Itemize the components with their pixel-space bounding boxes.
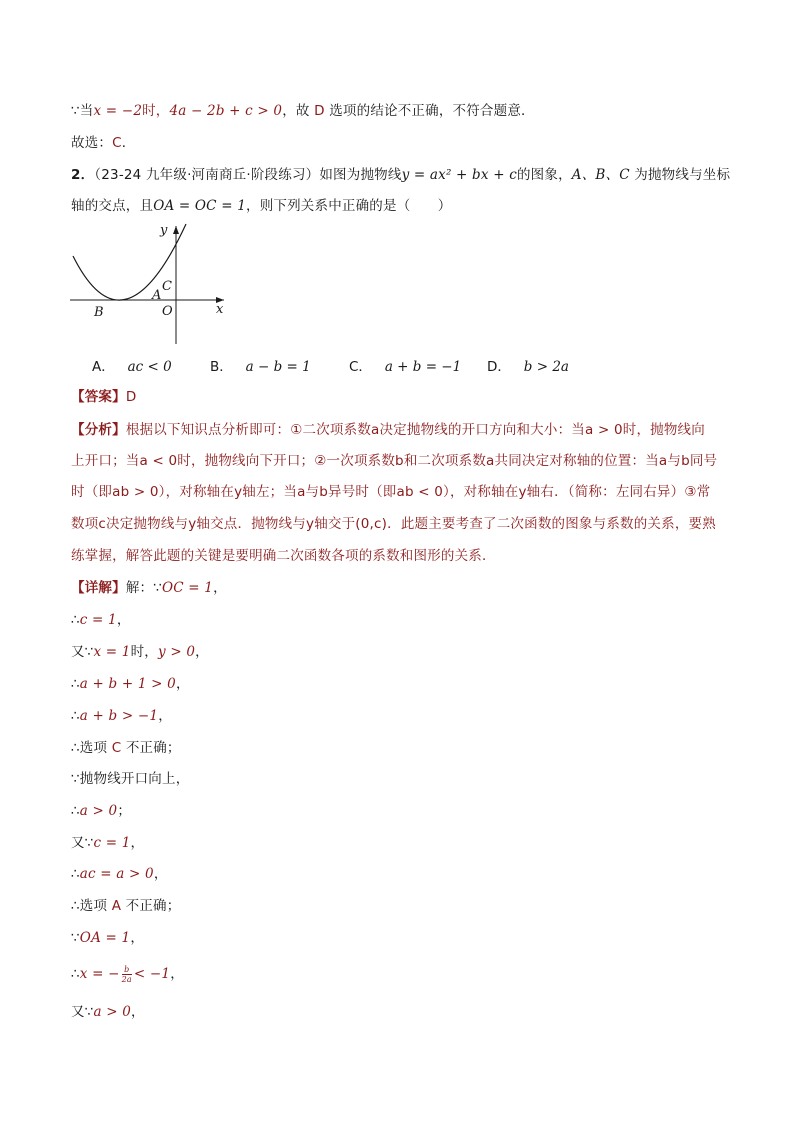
detail-line: ∴a + b > −1，	[71, 708, 172, 724]
detail-line: 又∵c = 1，	[71, 835, 145, 851]
question-stem-line-2: 轴的交点，且OA = OC = 1，则下列关系中正确的是（ ）	[71, 198, 452, 214]
detail-line: ∴a + b + 1 > 0，	[71, 676, 190, 692]
detail-line: 又∵x = 1时，y > 0，	[71, 644, 209, 660]
label-c: C	[162, 279, 172, 294]
detail-line: ∵抛物线开口向上，	[71, 771, 190, 787]
option-a: A． ac < 0	[92, 359, 172, 375]
option-b: B． a − b = 1	[210, 359, 311, 375]
label-y: y	[160, 223, 168, 238]
analysis-line: 练掌握，解答此题的关键是要明确二次函数各项的系数和图形的关系．	[71, 548, 496, 564]
label-b: B	[94, 305, 104, 320]
option-d: D． b > 2a	[487, 359, 569, 375]
detail-line: ∴c = 1，	[71, 612, 131, 628]
fraction-b-over-2a: $\frac{b}{2a}$	[121, 964, 132, 984]
detail-line: ∴选项 C 不正确；	[71, 740, 181, 756]
label-a: A	[152, 288, 162, 303]
detail-line: ∴ac = a > 0，	[71, 866, 168, 882]
detail-line: 又∵a > 0，	[71, 1004, 145, 1020]
text-line: 故选：C．	[71, 135, 136, 151]
analysis-line: 数项c决定抛物线与y轴交点．抛物线与y轴交于(0,c)．此题主要考查了二次函数的图象与系数的关系，要熟	[71, 516, 716, 532]
label-x: x	[216, 302, 224, 317]
y-axis-arrow	[173, 226, 179, 234]
detail-line: 【详解】解：∵OC = 1，	[71, 580, 227, 596]
analysis-line: 上开口；当a < 0时，抛物线向下开口；②一次项系数b和二次项系数a共同决定对称轴的位置：当a与b同号	[71, 453, 718, 469]
detail-line: ∴x = − $\frac{b}{2a}$ < −1，	[71, 964, 184, 984]
detail-line: ∴a > 0；	[71, 803, 132, 819]
detail-line: ∴选项 A 不正确；	[71, 898, 181, 914]
answer-line: 【答案】D	[71, 389, 137, 405]
question-stem-line-1: 2．（23-24 九年级·河南商丘·阶段练习）如图为抛物线y = ax² + bx + c的图象，A、B、C 为抛物线与坐标	[71, 167, 731, 183]
option-c: C． a + b = −1	[349, 359, 462, 375]
label-o: O	[162, 304, 173, 319]
parabola-figure	[66, 220, 236, 350]
text-line: ∵当x = −2时，4a − 2b + c > 0，故 D 选项的结论不正确，不符合题意．	[71, 103, 535, 119]
analysis-line: 时（即ab > 0），对称轴在y轴左；当a与b异号时（即ab < 0），对称轴在y轴右．（简称：左同右异）③常	[71, 484, 711, 500]
detail-line: ∵OA = 1，	[71, 930, 145, 946]
analysis-line: 【分析】根据以下知识点分析即可：①二次项系数a决定抛物线的开口方向和大小：当a > 0时，抛物线向	[71, 422, 705, 438]
